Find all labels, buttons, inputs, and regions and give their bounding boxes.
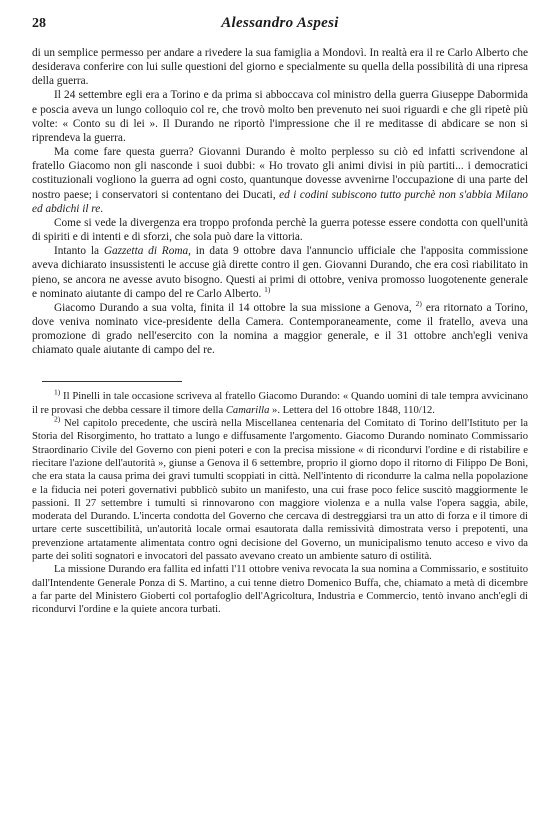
book-page: [32, 14, 528, 616]
paragraph-6-text-a: Giacomo Durando a sua volta, finita il 14 ottobre la sua missione a Genova,: [54, 301, 416, 314]
footnote-2: [32, 414, 528, 563]
footnote-ref-2: 2): [415, 299, 422, 309]
quote-emphasis: ed i codini subiscono tutto purchè non s'abbia Milano ed abdichi il re: [32, 188, 529, 215]
page-number: 28: [32, 16, 46, 31]
paragraph-1: di un semplice permesso per andare a rivedere la sua famiglia a Mondovì. In realtà era il re Carlo Alberto che desiderava conferire con lui sulle questioni del giorno e specialmente su quella della possibilità di una ripresa della guerra.: [32, 47, 528, 88]
main-text: [32, 46, 528, 357]
running-title: Alessandro Aspesi: [221, 15, 339, 31]
paragraph-5: [32, 244, 528, 301]
footnote-2-text: Nel capitolo precedente, che uscirà nella Miscellanea centenaria del Comitato di Torino dell'Istituto per la Storia del Risorgimento, ho trattato a lungo e diffusamente l'argomento. Giacomo Durando nominato Commissario Straordinario Civile del Governo con pieni poteri e con la precisa missione « di ricondurvi l'ordine e di ristabilire e riecitare l'azione dell'autorità », giunse a Genova il 6 settembre, proprio il giorno dopo il ritorno di Filippo De Boni, che era stata la causa prima dei gravi tumulti scoppiati in città. Nell'intento di ricondurre la calma nella popolazione e la fiducia nei poteri governativi pubblicò subito un manifesto, una cui frase poco felice suscitò maggiormente le passioni. Il 27 settembre i tumulti si rinnovarono con maggiore violenza e a nulla valse l'opera saggia, abile, moderata del Durando. L'incerta condotta del Governo che cercava di destreggiarsi tra un atto di forza e il timore di urtare certe suscettibilità, un'autorità locale ormai esautorata dalla remissività dimostrata verso i prepotenti, una prevenzione artatamente alimentata contro ogni decisione del Governo, un municipalismo tenuto acceso e vivo da parte dei soliti sognatori e invocatori del passato avevano creato un ambiente saturo di ostilità.: [32, 418, 528, 562]
paragraph-3-text: Ma come fare questa guerra? Giovanni Durando è molto perplesso su ciò ed infatti scrivendone al fratello Giacomo non gli nasconde i suoi dubbi: « Ho trovato gli animi divisi in più partiti... i democratici costituzionali vogliono la guerra ad ogni costo, quantunque dovesse avvenirne l'occupazione di una parte del nostro paese; i conservatori si contentano dei Ducati,: [32, 146, 528, 201]
newspaper-title: Gazzetta di Roma: [103, 245, 189, 258]
paragraph-3: [32, 145, 528, 216]
footnote-1-text-b: ». Lettera del 16 ottobre 1848, 110/12.: [269, 404, 435, 416]
footnote-2-marker: 2): [54, 414, 61, 424]
footnote-1-emphasis: Camarilla: [225, 404, 270, 416]
paragraph-6-text-b: era ritornato a Torino, dove veniva nominato vice-presidente della Camera. Contemporaneamente, come il fratello, aveva una promozione di grado nell'esercito con la nomina a maggior generale, e il 31 ottobre anch'egli veniva chiamato quale aiutante di campo del re.: [32, 301, 528, 357]
paragraph-5-text-b: , in data 9 ottobre dava l'annuncio ufficiale che l'apposita commissione aveva dichiarato insussistenti le accuse già dirette contro il gen. Giovanni Durando, che era così riabilitato in pieno, se ancora ne avesse avuto bisogno. Questi ai primi di ottobre, veniva promosso luogotenente generale e nominato aiutante di campo del re Carlo Alberto.: [32, 245, 528, 300]
footnote-1: [32, 387, 528, 417]
footnotes: [32, 387, 528, 616]
paragraph-4: Come si vede la divergenza era troppo profonda perchè la guerra potesse essere condotta con quell'unità di spiriti e di intenti e di sforzi, che sola può dare la vittoria.: [32, 216, 528, 244]
footnote-1-marker: 1): [54, 387, 61, 397]
footnote-1-text-a: Il Pinelli in tale occasione scriveva al fratello Giacomo Durando: « Quando uomini di tale tempra avvicinano il re provasi che debba cessare il timore della: [32, 391, 528, 416]
paragraph-3-end: .: [100, 202, 104, 215]
footnote-2-continued: La missione Durando era fallita ed infatti l'11 ottobre veniva revocata la sua nomina a Commissario, e sostituito dall'Intendente Generale Ponza di S. Martino, a cui tenne dietro Domenico Buffa, che, chiamato a metà di dicembre a far parte del Ministero Gioberti col portafoglio dell'Agricoltura, Industria e Commercio, tentò invano anch'egli di ricondurvi l'ordine e la quiete ancora turbati.: [32, 564, 528, 616]
paragraph-6: [32, 301, 528, 358]
paragraph-2: Il 24 settembre egli era a Torino e da prima si abboccava col ministro della guerra Giuseppe Dabormida e poscia aveva un lungo colloquio col re, che trovò molto ben prevenuto nei suoi riguardi e che gli ripetè più volte: « Conto su di lei ». Il Durando ne riportò l'impressione che il re meditasse di abdicare se non si riprendeva la guerra.: [32, 89, 528, 144]
paragraph-5-text-a: Intanto la: [54, 245, 104, 258]
footnote-ref-1: 1): [264, 284, 271, 294]
footnote-separator: [42, 381, 182, 382]
page-header: [32, 14, 528, 36]
